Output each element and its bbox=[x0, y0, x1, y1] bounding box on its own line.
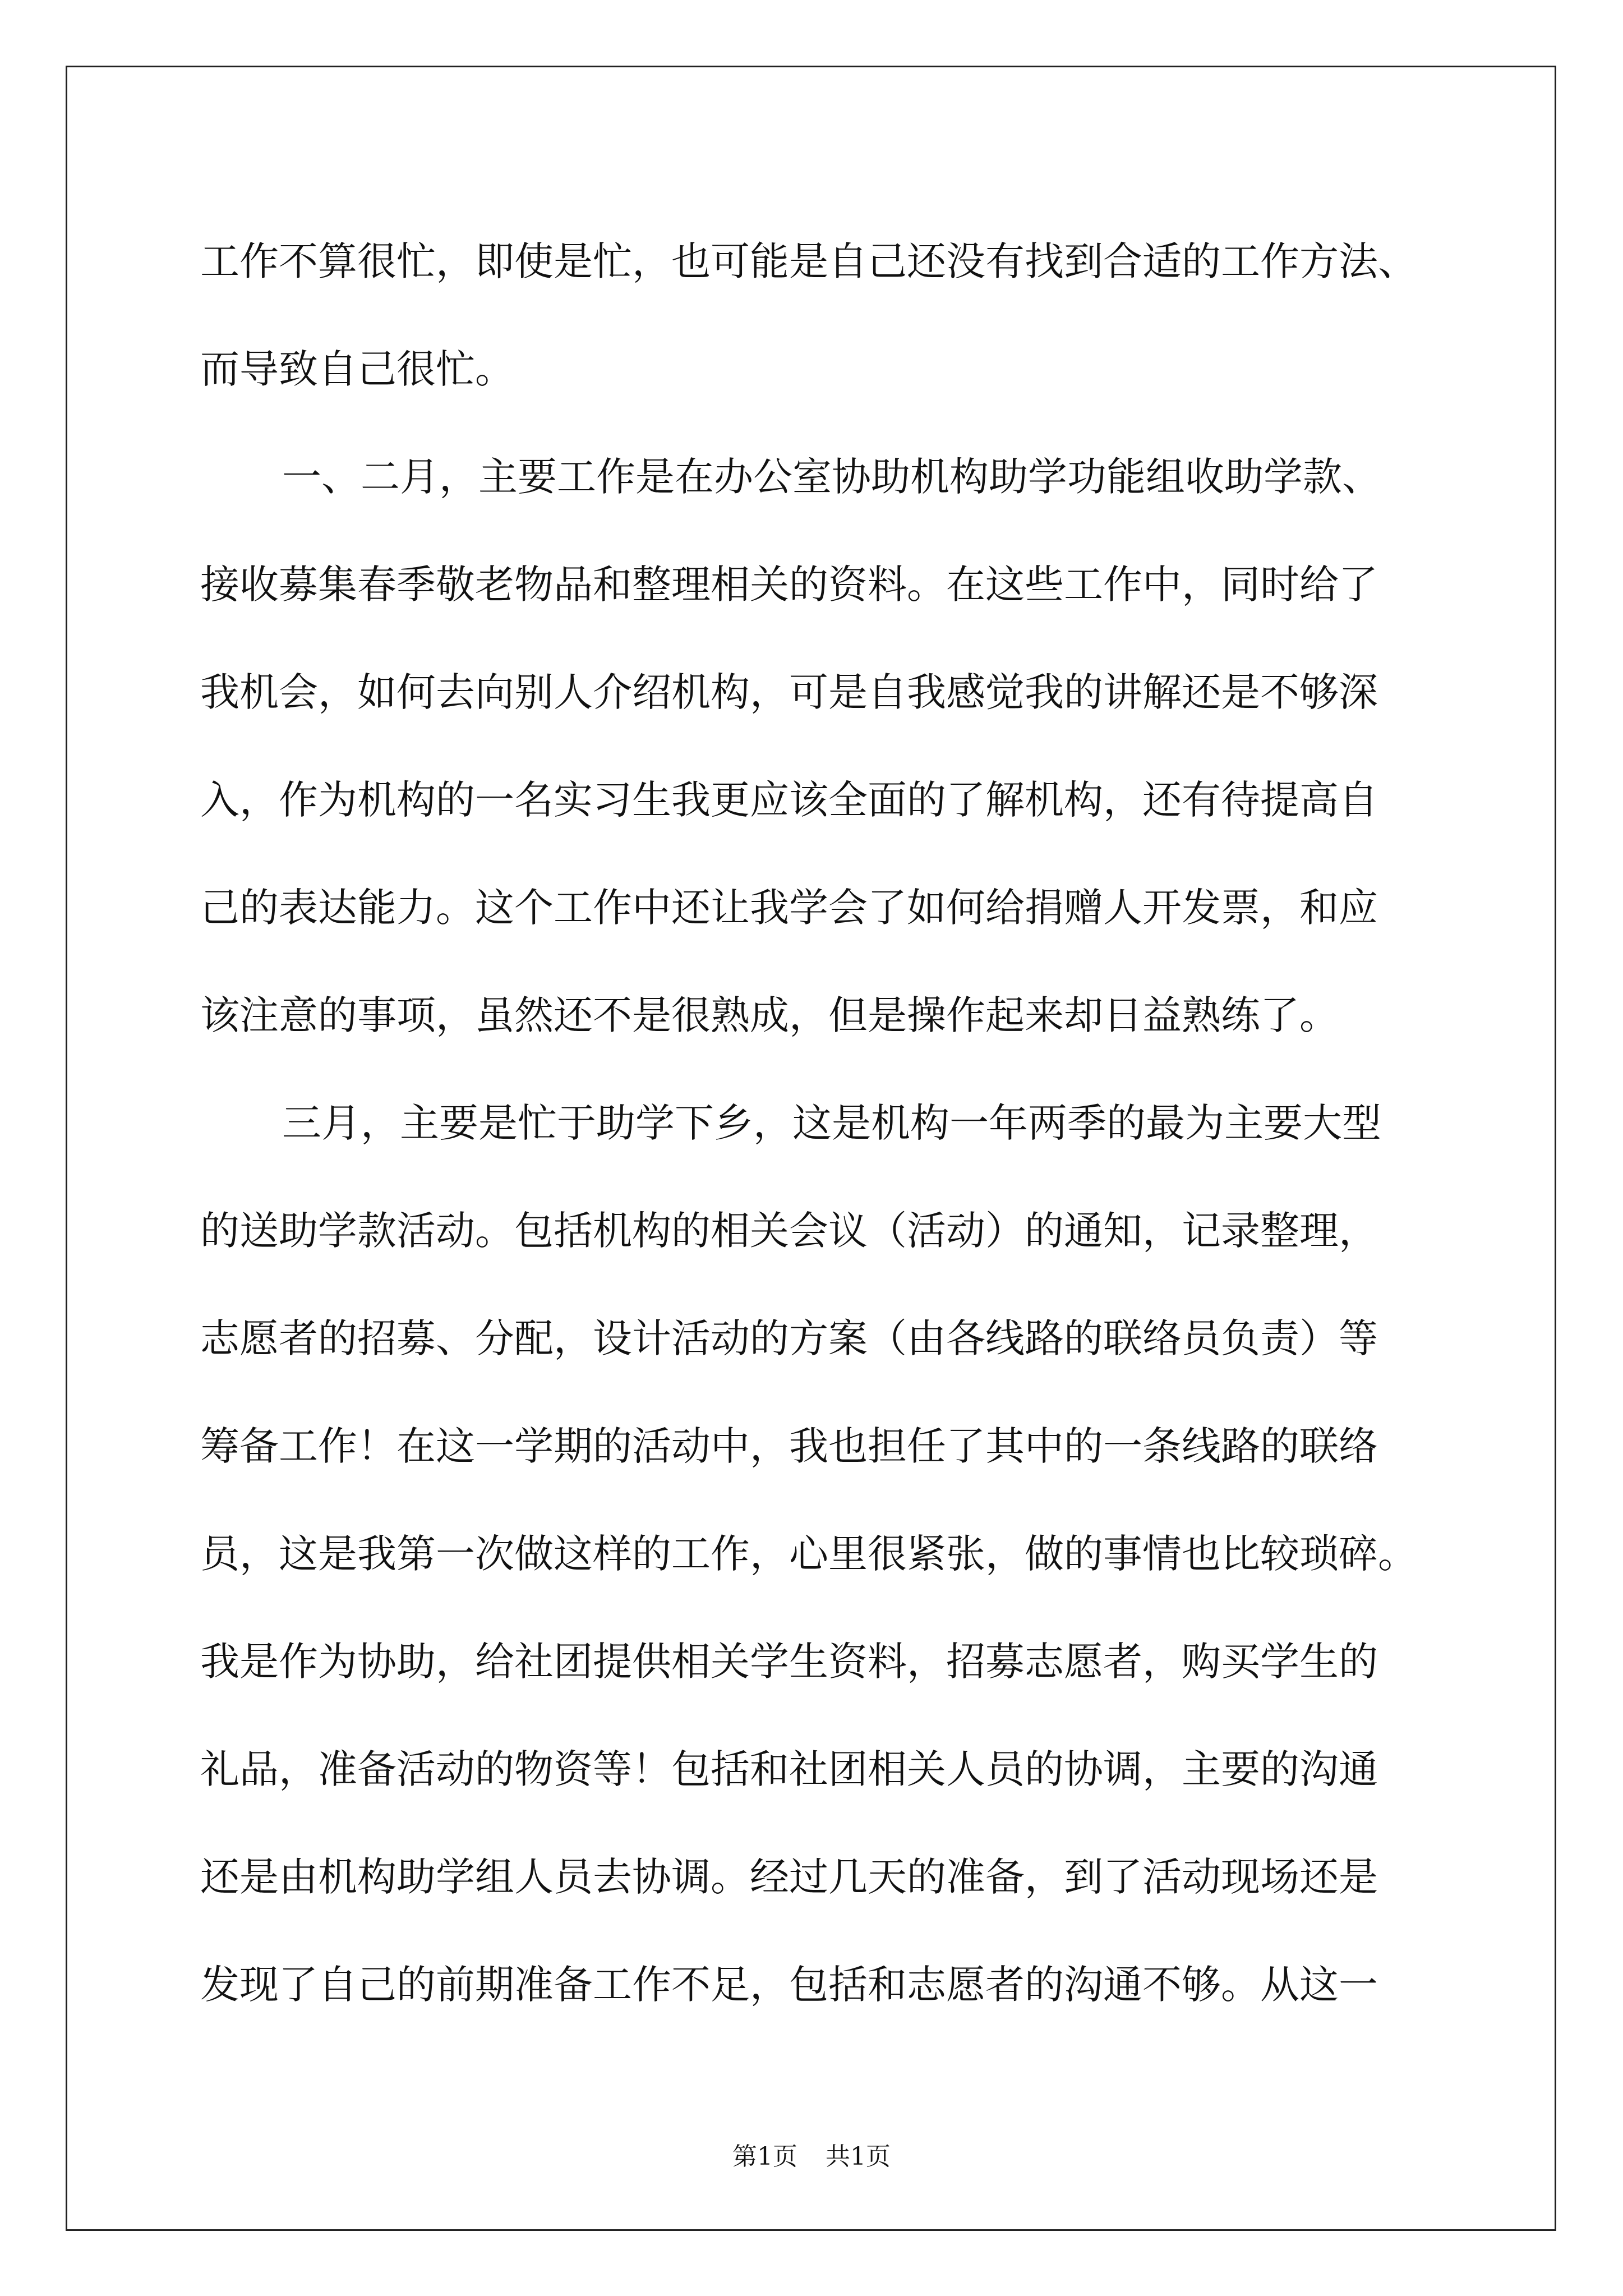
page-number: 第1页 bbox=[732, 2142, 797, 2171]
text-line: 礼品，准备活动的物资等！包括和社团相关人员的协调，主要的沟通 bbox=[200, 1746, 1378, 1792]
text-line: 员，这是我第一次做这样的工作，心里很紧张，做的事情也比较琐碎。 bbox=[200, 1531, 1417, 1577]
text-line: 筹备工作！在这一学期的活动中，我也担任了其中的一条线路的联络 bbox=[200, 1423, 1378, 1469]
text-line: 一、二月，主要工作是在办公室协助机构助学功能组收助学款、 bbox=[282, 454, 1381, 500]
text-line: 我机会，如何去向别人介绍机构，可是自我感觉我的讲解还是不够深 bbox=[200, 669, 1378, 715]
text-line: 入，作为机构的一名实习生我更应该全面的了解机构，还有待提高自 bbox=[200, 777, 1378, 823]
text-line: 工作不算很忙，即使是忙，也可能是自己还没有找到合适的工作方法、 bbox=[200, 238, 1417, 284]
text-line: 我是作为协助，给社团提供相关学生资料，招募志愿者，购买学生的 bbox=[200, 1639, 1378, 1685]
text-line: 还是由机构助学组人员去协调。经过几天的准备，到了活动现场还是 bbox=[200, 1854, 1378, 1900]
text-line: 的送助学款活动。包括机构的相关会议（活动）的通知，记录整理， bbox=[200, 1208, 1378, 1254]
document-body bbox=[200, 208, 1456, 2039]
text-line: 该注意的事项，虽然还不是很熟成，但是操作起来却日益熟练了。 bbox=[200, 992, 1339, 1038]
text-line: 己的表达能力。这个工作中还让我学会了如何给捐赠人开发票，和应 bbox=[200, 885, 1378, 931]
text-line: 发现了自己的前期准备工作不足，包括和志愿者的沟通不够。从这一 bbox=[200, 1962, 1378, 2008]
page-footer bbox=[0, 2140, 1623, 2174]
text-line: 三月，主要是忙于助学下乡，这是机构一年两季的最为主要大型 bbox=[282, 1100, 1381, 1146]
page-total: 共1页 bbox=[826, 2142, 891, 2171]
text-line: 接收募集春季敬老物品和整理相关的资料。在这些工作中，同时给了 bbox=[200, 562, 1378, 608]
text-line: 志愿者的招募、分配，设计活动的方案（由各线路的联络员负责）等 bbox=[200, 1315, 1378, 1361]
text-line: 而导致自己很忙。 bbox=[200, 346, 514, 392]
